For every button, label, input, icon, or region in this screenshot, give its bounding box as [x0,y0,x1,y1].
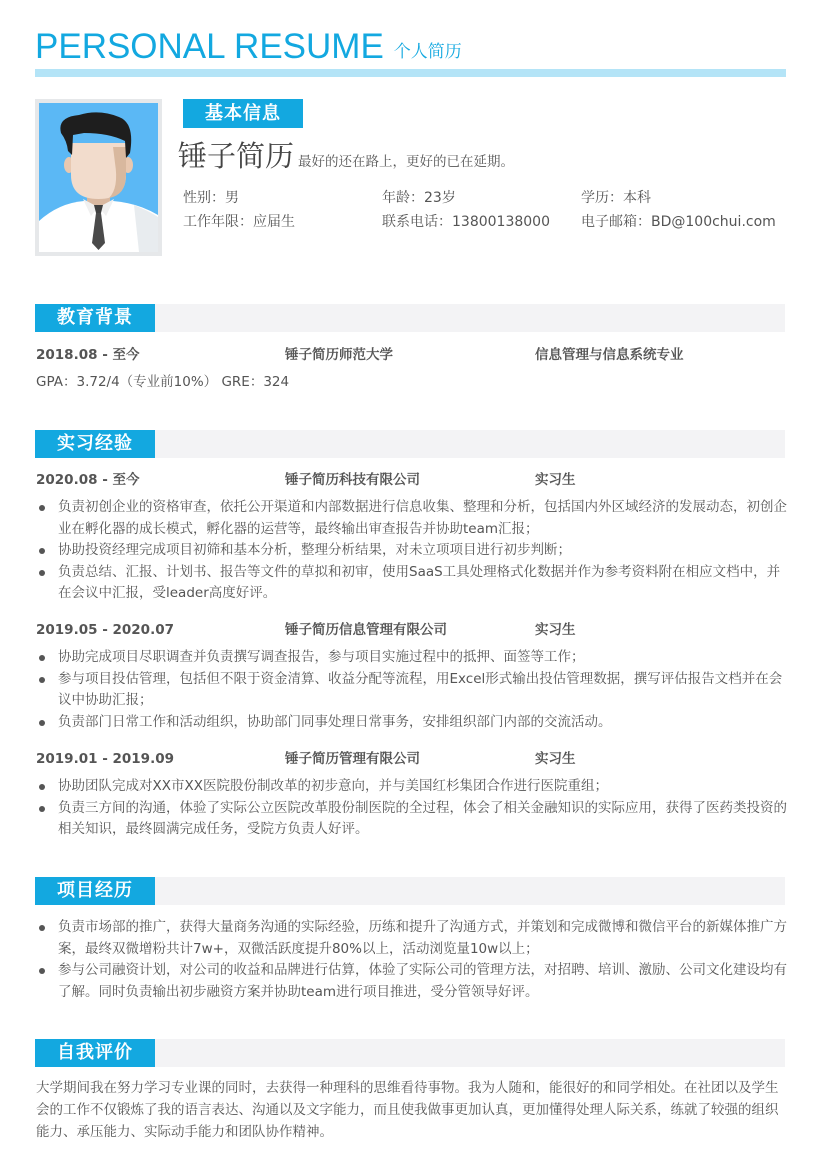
project-bullets [36,917,788,1003]
internship-company: 锤子简历信息管理有限公司 [285,622,447,638]
internship-entry-2-header [36,622,786,639]
info-email: 电子邮箱：BD@100chui.com [581,214,776,230]
section-label-projects: 项目经历 [35,877,155,905]
list-item: 负责市场部的推广，获得大量商务沟通的实际经验，历练和提升了沟通方式，并策划和完成微博和微信平台的新媒体推广方案，最终双微增粉共计7w+，双微活跃度提升80%以上，活动浏览量10w以上； [36,917,788,960]
internship-entry-3-header [36,751,786,768]
self-evaluation-text: 大学期间我在努力学习专业课的同时，去获得一种理科的思维看待事物。我为人随和，能很好的和同学相处。在社团以及学生会的工作不仅锻炼了我的语言表达、沟通以及文字能力，而且使我做事更加认真，更加懂得处理人际关系，练就了较强的组织能力、承压能力、实际动手能力和团队协作精神。 [36,1080,779,1140]
list-item: 参与公司融资计划，对公司的收益和品牌进行估算，体验了实际公司的管理方法，对招聘、培训、激励、公司文化建设均有了解。同时负责输出初步融资方案并协助team进行项目推进，受分管领导好评。 [36,960,788,1003]
education-major: 信息管理与信息系统专业 [535,347,684,363]
resume-header [35,28,462,66]
info-degree: 学历：本科 [581,190,651,206]
internship-role: 实习生 [535,622,576,638]
section-label-self-evaluation: 自我评价 [35,1039,155,1067]
info-age: 年龄：23岁 [382,190,456,206]
header-subtitle: 个人简历 [393,42,462,62]
header-title: PERSONAL RESUME [35,27,384,66]
avatar [35,99,162,256]
internship-entry-2-bullets [36,647,788,733]
education-school: 锤子简历师范大学 [285,347,393,363]
section-label-basic-info: 基本信息 [183,99,303,128]
motto: 最好的还在路上，更好的已在延期。 [298,154,515,170]
info-phone: 联系电话：13800138000 [382,214,550,230]
internship-period: 2019.05 - 2020.07 [36,622,174,638]
avatar-photo-icon [39,103,158,252]
list-item: 参与项目投估管理，包括但不限于资金清算、收益分配等流程，用Excel形式输出投估管理数据，撰写评估报告文档并在会议中协助汇报； [36,669,788,712]
section-header-self-evaluation [35,1039,785,1067]
list-item: 负责三方间的沟通，体验了实际公立医院改革股份制医院的全过程，体会了相关金融知识的实际应用，获得了医药类投资的相关知识，最终圆满完成任务，受院方负责人好评。 [36,798,788,841]
education-entry [36,347,786,364]
list-item: 协助完成项目尽职调查并负责撰写调查报告，参与项目实施过程中的抵押、面签等工作； [36,647,788,669]
internship-entry-3-bullets [36,776,788,841]
list-item: 负责总结、汇报、计划书、报告等文件的草拟和初审，使用SaaS工具处理格式化数据并作为参考资料附在相应文档中，并在会议中汇报，受leader高度好评。 [36,562,788,605]
info-gender: 性别：男 [183,190,239,206]
internship-entry-1-bullets [36,497,788,605]
section-header-education [35,304,785,332]
section-label-education: 教育背景 [35,304,155,332]
list-item: 协助投资经理完成项目初筛和基本分析，整理分析结果，对未立项项目进行初步判断； [36,540,788,562]
candidate-name: 锤子简历 [178,139,295,173]
section-header-projects [35,877,785,905]
internship-role: 实习生 [535,751,576,767]
info-work-years: 工作年限：应届生 [183,214,295,230]
list-item: 协助团队完成对XX市XX医院股份制改革的初步意向，并与美国红杉集团合作进行医院重组； [36,776,788,798]
internship-period: 2020.08 - 至今 [36,472,140,488]
section-header-internship [35,430,785,458]
education-period: 2018.08 - 至今 [36,347,140,363]
list-item: 负责部门日常工作和活动组织，协助部门同事处理日常事务，安排组织部门内部的交流活动。 [36,712,788,734]
list-item: 负责初创企业的资格审查，依托公开渠道和内部数据进行信息收集、整理和分析，包括国内外区域经济的发展动态，初创企业在孵化器的成长模式，孵化器的运营等，最终输出审查报告并协助team汇报； [36,497,788,540]
name-line [178,138,514,174]
internship-company: 锤子简历管理有限公司 [285,751,420,767]
internship-period: 2019.01 - 2019.09 [36,751,174,767]
internship-entry-1-header [36,472,786,489]
education-detail: GPA：3.72/4（专业前10%） GRE：324 [36,374,290,390]
internship-company: 锤子简历科技有限公司 [285,472,420,488]
header-divider [35,69,786,77]
basic-info-grid [183,190,803,231]
internship-role: 实习生 [535,472,576,488]
section-label-internship: 实习经验 [35,430,155,458]
